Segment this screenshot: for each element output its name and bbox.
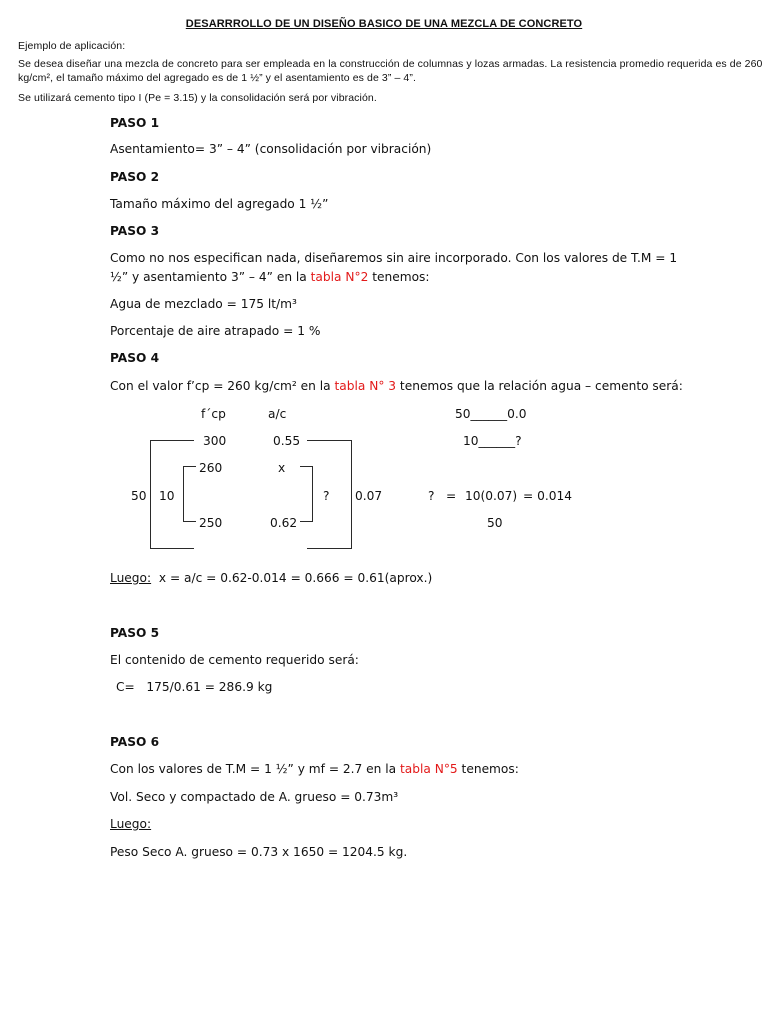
row3-fcp: 250 [199, 516, 223, 530]
paso5-calc: C= 175/0.61 = 286.9 kg [116, 680, 273, 694]
paso6-luego-label: Luego: [110, 817, 152, 831]
document-title: DESARRROLLO DE UN DISEÑO BASICO DE UNA MEZCLA DE CONCRETO [185, 18, 583, 30]
paso4-text-start: Con el valor f’cp = 260 kg/cm² en la [110, 379, 335, 393]
intro-line-1: Se desea diseñar una mezcla de concreto para ser empleada en la construcción de columnas y lozas armadas. La resistencia promedio requerida es de 260 [18, 58, 763, 70]
tabla-5-reference: tabla N°5 [400, 762, 458, 776]
paso4-label: PASO 4 [110, 351, 160, 365]
inner-bracket-left-vertical [183, 466, 184, 522]
outer-difference: 50 [131, 489, 147, 503]
equation-equals: = [446, 489, 457, 503]
paso6-label: PASO 6 [110, 735, 160, 749]
tabla-3-reference: tabla N° 3 [334, 379, 397, 393]
intro-line-2: kg/cm², el tamaño máximo del agregado es de 1 ½” y el asentamiento es de 3” – 4”. [18, 72, 416, 84]
intro-line-3: Se utilizará cemento tipo I (Pe = 3.15) y la consolidación será por vibración. [18, 92, 377, 104]
paso1-label: PASO 1 [110, 116, 160, 130]
paso5-label: PASO 5 [110, 626, 160, 640]
paso3-line-2-end: tenemos: [368, 270, 430, 284]
equation-numerator: 10(0.07) [465, 489, 518, 503]
inner-bracket-left-top [183, 466, 196, 467]
inner-bracket-right-top [300, 466, 313, 467]
tabla-2-reference: tabla N°2 [310, 270, 369, 284]
header-fcp: f´cp [201, 407, 226, 421]
inner-bracket-left-bottom [183, 521, 196, 522]
paso2-label: PASO 2 [110, 170, 160, 184]
paso2-text: Tamaño máximo del agregado 1 ½” [110, 197, 329, 211]
ac-difference: 0.07 [355, 489, 383, 503]
equation-unknown: ? [428, 489, 435, 503]
row2-fcp: 260 [199, 461, 223, 475]
intro-heading: Ejemplo de aplicación: [18, 40, 126, 52]
proportion-line-2: 10______? [463, 434, 522, 448]
luego-label: Luego: [110, 571, 152, 585]
outer-bracket-left-bottom [150, 548, 194, 549]
unknown-difference: ? [323, 489, 330, 503]
equation-result: = 0.014 [523, 489, 572, 503]
paso3-line-1: Como no nos especifican nada, diseñaremos sin aire incorporado. Con los valores de T.M = 1 [110, 251, 678, 265]
paso5-text: El contenido de cemento requerido será: [110, 653, 359, 667]
row1-ac: 0.55 [273, 434, 301, 448]
outer-bracket-left-vertical [150, 440, 151, 549]
paso3-line-2 [110, 270, 430, 284]
outer-bracket-left-top [150, 440, 194, 441]
paso6-text [110, 762, 519, 776]
outer-bracket-right-vertical [351, 440, 352, 549]
row1-fcp: 300 [203, 434, 227, 448]
row2-ac: x [278, 461, 286, 475]
outer-bracket-right-bottom [307, 548, 352, 549]
paso4-text [110, 379, 683, 393]
paso4-text-end: tenemos que la relación agua – cemento será: [396, 379, 683, 393]
paso6-text-end: tenemos: [457, 762, 519, 776]
paso1-text: Asentamiento= 3” – 4” (consolidación por vibración) [110, 142, 432, 156]
row3-ac: 0.62 [270, 516, 298, 530]
paso3-label: PASO 3 [110, 224, 160, 238]
inner-difference: 10 [159, 489, 175, 503]
peso-seco: Peso Seco A. grueso = 0.73 x 1650 = 1204.5 kg. [110, 845, 408, 859]
equation-denominator: 50 [487, 516, 503, 530]
luego-text: x = a/c = 0.62-0.014 = 0.666 = 0.61(aprox.) [158, 571, 433, 585]
paso6-text-start: Con los valores de T.M = 1 ½” y mf = 2.7 en la [110, 762, 400, 776]
vol-seco: Vol. Seco y compactado de A. grueso = 0.73m³ [110, 790, 399, 804]
inner-bracket-right-vertical [312, 466, 313, 522]
proportion-line-1: 50______0.0 [455, 407, 527, 421]
outer-bracket-right-top [307, 440, 352, 441]
agua-mezclado: Agua de mezclado = 175 lt/m³ [110, 297, 297, 311]
paso4-result [110, 571, 432, 585]
inner-bracket-right-bottom [300, 521, 313, 522]
aire-atrapado: Porcentaje de aire atrapado = 1 % [110, 324, 321, 338]
header-ac: a/c [268, 407, 287, 421]
paso3-line-2-start: ½” y asentamiento 3” – 4” en la [110, 270, 311, 284]
